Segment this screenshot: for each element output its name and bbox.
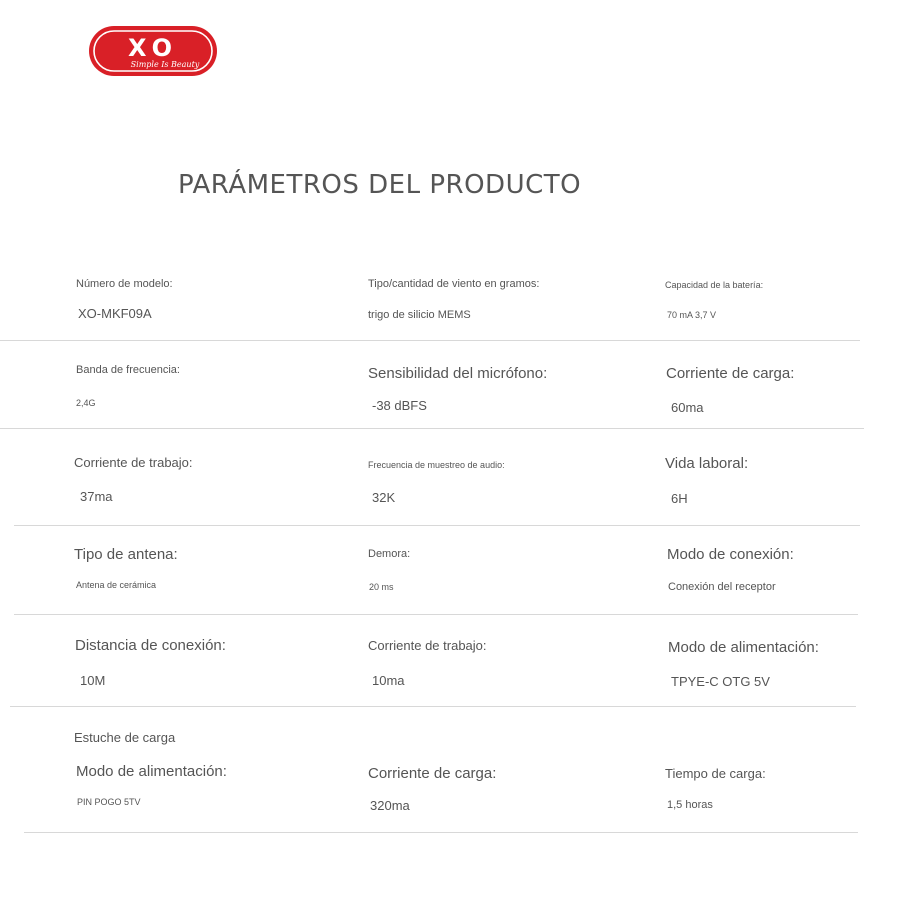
spec-value: XO-MKF09A bbox=[78, 306, 152, 321]
spec-label: Tipo de antena: bbox=[74, 546, 178, 563]
spec-value: trigo de silicio MEMS bbox=[368, 309, 471, 321]
spec-value: 320ma bbox=[370, 798, 410, 813]
spec-label: Frecuencia de muestreo de audio: bbox=[368, 460, 505, 470]
spec-value: PIN POGO 5TV bbox=[77, 797, 141, 807]
spec-value: Antena de cerámica bbox=[76, 580, 157, 590]
spec-label: Modo de alimentación: bbox=[76, 763, 227, 780]
logo-tagline: Simple Is Beauty bbox=[130, 60, 200, 69]
divider bbox=[0, 340, 860, 341]
case-heading: Estuche de carga bbox=[74, 730, 176, 745]
spec-label: Corriente de trabajo: bbox=[368, 638, 487, 653]
logo-brand: XO bbox=[127, 34, 179, 62]
spec-value: 32K bbox=[372, 490, 396, 505]
spec-value: 2,4G bbox=[76, 398, 96, 408]
spec-value: 37ma bbox=[80, 489, 113, 504]
spec-value: 60ma bbox=[671, 400, 704, 415]
divider bbox=[14, 525, 860, 526]
page-title: PARÁMETROS DEL PRODUCTO bbox=[178, 170, 582, 200]
xo-logo bbox=[87, 24, 219, 78]
spec-label: Corriente de carga: bbox=[666, 365, 795, 382]
divider bbox=[0, 428, 864, 429]
spec-label: Vida laboral: bbox=[665, 455, 749, 472]
spec-label: Demora: bbox=[368, 548, 411, 560]
spec-value: 70 mA 3,7 V bbox=[667, 310, 717, 320]
divider bbox=[24, 832, 858, 833]
divider bbox=[14, 614, 858, 615]
spec-value: 10M bbox=[80, 673, 106, 688]
spec-value: Conexión del receptor bbox=[668, 581, 776, 593]
spec-label: Número de modelo: bbox=[76, 278, 173, 290]
spec-value: 1,5 horas bbox=[667, 799, 713, 811]
spec-label: Capacidad de la batería: bbox=[665, 280, 764, 290]
spec-label: Corriente de carga: bbox=[368, 765, 497, 782]
divider bbox=[10, 706, 856, 707]
spec-label: Tipo/cantidad de viento en gramos: bbox=[368, 278, 540, 290]
spec-label: Modo de conexión: bbox=[667, 546, 794, 563]
spec-value: TPYE-C OTG 5V bbox=[671, 674, 770, 689]
spec-value: 6H bbox=[671, 491, 688, 506]
spec-label: Tiempo de carga: bbox=[665, 766, 766, 781]
spec-value: -38 dBFS bbox=[372, 398, 427, 413]
spec-label: Corriente de trabajo: bbox=[74, 455, 193, 470]
spec-label: Modo de alimentación: bbox=[668, 639, 819, 656]
spec-value: 20 ms bbox=[369, 582, 394, 592]
spec-label: Distancia de conexión: bbox=[75, 637, 226, 654]
spec-value: 10ma bbox=[372, 673, 405, 688]
spec-label: Sensibilidad del micrófono: bbox=[368, 365, 548, 382]
spec-label: Banda de frecuencia: bbox=[76, 364, 180, 376]
